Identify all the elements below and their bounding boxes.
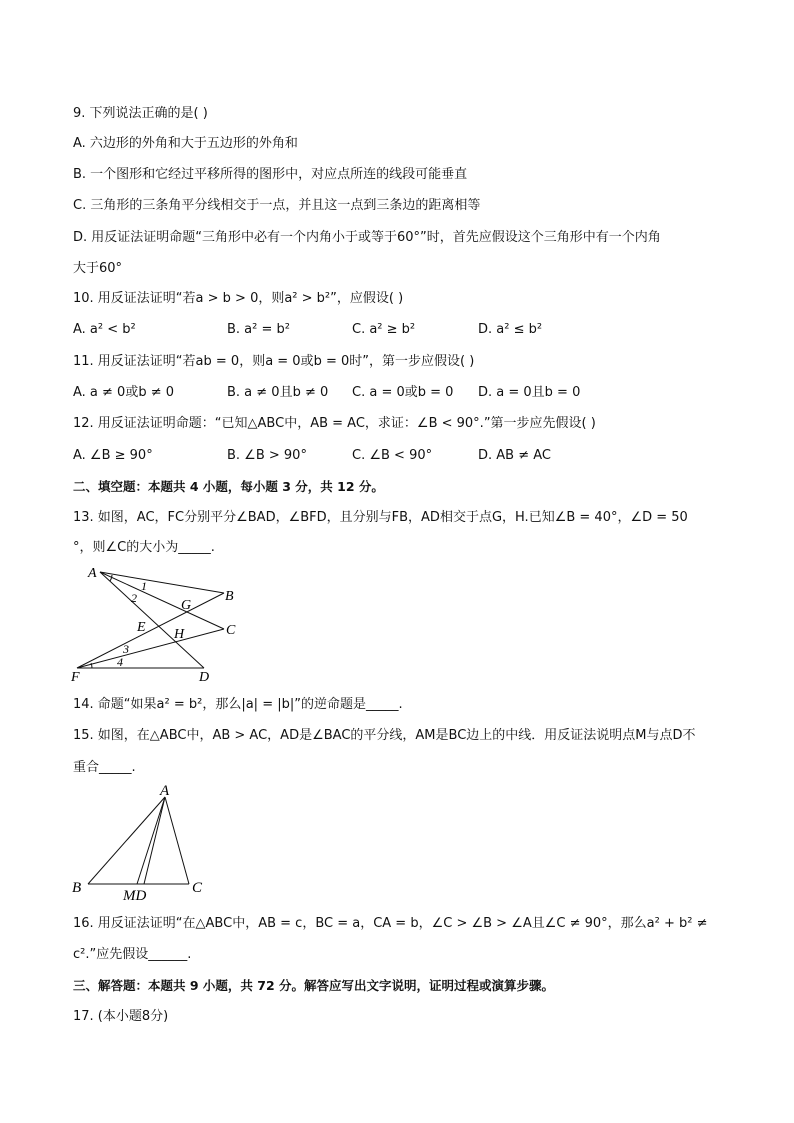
q12-option-a: A. ∠B ≥ 90°	[73, 448, 153, 463]
q13-line1: 13. 如图，AC，FC分别平分∠BAD，∠BFD，且分别与FB，AD相交于点G，H.已知∠B = 40°，∠D = 50	[73, 510, 688, 525]
figure-13	[68, 560, 248, 685]
q10-option-a: A. a² < b²	[73, 322, 136, 337]
q17-line1: 17. (本小题8分)	[73, 1009, 169, 1024]
fig13-label-f: F	[71, 670, 80, 685]
q9-option-a: A. 六边形的外角和大于五边形的外角和	[73, 136, 298, 151]
q14-line1: 14. 命题“如果a² = b²，那么|a| = |b|”的逆命题是_____.	[73, 697, 403, 712]
q10-option-c: C. a² ≥ b²	[352, 322, 416, 337]
q11-option-a: A. a ≠ 0或b ≠ 0	[73, 385, 175, 400]
fig13-label-d: D	[199, 670, 210, 685]
q12-option-b: B. ∠B > 90°	[227, 448, 307, 463]
fig13-angle-3: 3	[123, 642, 129, 656]
section-3-heading: 三、解答题：本题共 9 小题，共 72 分。解答应写出文字说明，证明过程或演算步骤。	[73, 978, 555, 993]
fig15-label-c: C	[192, 880, 203, 896]
q12-option-c: C. ∠B < 90°	[352, 448, 433, 463]
q11-option-c: C. a = 0或b = 0	[352, 385, 454, 400]
q10-option-b: B. a² = b²	[227, 322, 290, 337]
q12-option-d: D. AB ≠ AC	[478, 448, 551, 463]
q9-option-d-line1: D. 用反证法证明命题“三角形中必有一个内角小于或等于60°”时，首先应假设这个三角形中有一个内角	[73, 230, 661, 245]
fig15-label-b: B	[72, 880, 82, 896]
q9-option-d-line2: 大于60°	[73, 261, 123, 276]
fig13-label-b: B	[225, 589, 234, 604]
fig13-angle-1: 1	[141, 579, 147, 593]
q10-option-d: D. a² ≤ b²	[478, 322, 543, 337]
q16-line2: c².”应先假设______.	[73, 947, 192, 962]
q15-line1: 15. 如图，在△ABC中，AB > AC，AD是∠BAC的平分线，AM是BC边上的中线．用反证法说明点M与点D不	[73, 728, 696, 743]
fig15-label-a: A	[160, 783, 170, 799]
section-2-heading: 二、填空题：本题共 4 小题，每小题 3 分，共 12 分。	[73, 479, 384, 494]
q9-option-b: B. 一个图形和它经过平移所得的图形中，对应点所连的线段可能垂直	[73, 167, 468, 182]
fig13-label-g: G	[181, 598, 192, 613]
fig13-label-a: A	[88, 566, 97, 581]
q12-stem: 12. 用反证法证明命题：“已知△ABC中，AB = AC，求证：∠B < 90°.”第一步应先假设( )	[73, 416, 596, 431]
q10-stem: 10. 用反证法证明“若a > b > 0，则a² > b²”，应假设( )	[73, 291, 404, 306]
fig13-label-e: E	[137, 620, 146, 635]
fig15-label-md: MD	[123, 888, 147, 904]
fig13-angle-2: 2	[131, 591, 137, 605]
q13-line2: °，则∠C的大小为_____.	[73, 540, 215, 555]
fig13-label-c: C	[226, 623, 236, 638]
q11-stem: 11. 用反证法证明“若ab = 0，则a = 0或b = 0时”，第一步应假设( )	[73, 354, 475, 369]
q9-stem: 9. 下列说法正确的是( )	[73, 106, 208, 121]
fig13-angle-4: 4	[117, 655, 123, 669]
q16-line1: 16. 用反证法证明“在△ABC中，AB = c，BC = a，CA = b，∠C > ∠B > ∠A且∠C ≠ 90°，那么a² + b² ≠	[73, 916, 708, 931]
q11-option-b: B. a ≠ 0且b ≠ 0	[227, 385, 329, 400]
figure-15	[68, 780, 218, 905]
q15-line2: 重合_____.	[73, 760, 136, 775]
q11-option-d: D. a = 0且b = 0	[478, 385, 581, 400]
q9-option-c: C. 三角形的三条角平分线相交于一点，并且这一点到三条边的距离相等	[73, 198, 481, 213]
fig13-label-h: H	[174, 627, 185, 642]
